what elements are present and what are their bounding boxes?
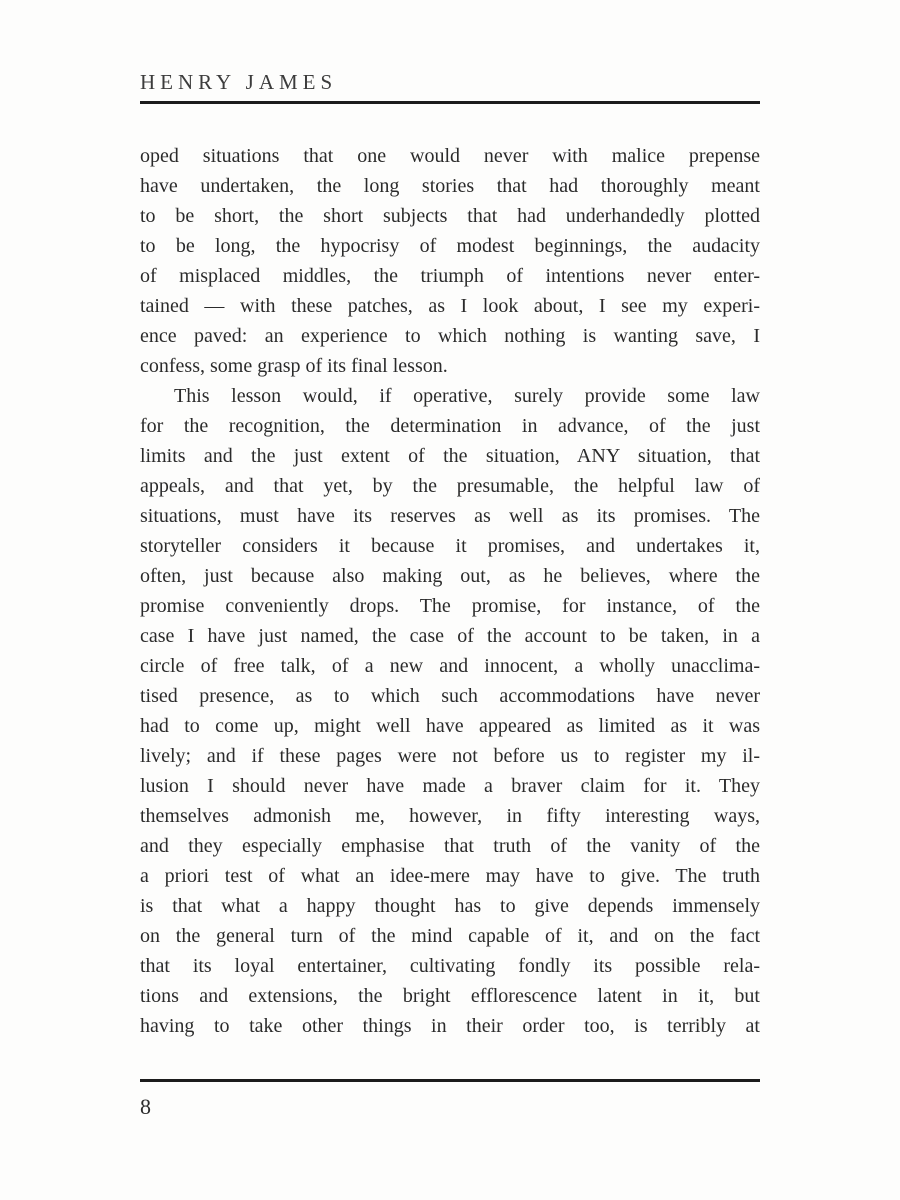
text-line: tained — with these patches, as I look about, I see my experi- bbox=[140, 295, 760, 317]
text-line: This lesson would, if operative, surely provide some law bbox=[174, 385, 760, 407]
text-line: limits and the just extent of the situation, ANY situation, that bbox=[140, 445, 760, 467]
footer-rule bbox=[140, 1079, 760, 1082]
text-line: often, just because also making out, as he believes, where the bbox=[140, 565, 760, 587]
text-line: lively; and if these pages were not before us to register my il- bbox=[140, 745, 760, 767]
text-line: that its loyal entertainer, cultivating fondly its possible rela- bbox=[140, 955, 760, 977]
text-line: to be long, the hypocrisy of modest beginnings, the audacity bbox=[140, 235, 760, 257]
text-line: appeals, and that yet, by the presumable, the helpful law of bbox=[140, 475, 760, 497]
text-line: tised presence, as to which such accommodations have never bbox=[140, 685, 760, 707]
text-line: storyteller considers it because it promises, and undertakes it, bbox=[140, 535, 760, 557]
text-line: oped situations that one would never with malice prepense bbox=[140, 145, 760, 167]
body-text bbox=[140, 141, 760, 1041]
text-line: promise conveniently drops. The promise, for instance, of the bbox=[140, 595, 760, 617]
text-line: tions and extensions, the bright efflorescence latent in it, but bbox=[140, 985, 760, 1007]
text-line: to be short, the short subjects that had underhandedly plotted bbox=[140, 205, 760, 227]
text-line: case I have just named, the case of the account to be taken, in a bbox=[140, 625, 760, 647]
text-line: ence paved: an experience to which nothing is wanting save, I bbox=[140, 325, 760, 347]
header-rule bbox=[140, 101, 760, 104]
text-line: and they especially emphasise that truth of the vanity of the bbox=[140, 835, 760, 857]
page-footer bbox=[140, 1079, 760, 1120]
text-line: a priori test of what an idee-mere may have to give. The truth bbox=[140, 865, 760, 887]
text-line: is that what a happy thought has to give depends immensely bbox=[140, 895, 760, 917]
running-header-author: HENRY JAMES bbox=[140, 70, 338, 94]
text-line: on the general turn of the mind capable of it, and on the fact bbox=[140, 925, 760, 947]
text-line: for the recognition, the determination in advance, of the just bbox=[140, 415, 760, 437]
text-line: having to take other things in their order too, is terribly at bbox=[140, 1015, 760, 1037]
paragraph bbox=[140, 381, 760, 1041]
page-number: 8 bbox=[140, 1094, 151, 1119]
text-line: situations, must have its reserves as well as its promises. The bbox=[140, 505, 760, 527]
text-line: have undertaken, the long stories that had thoroughly meant bbox=[140, 175, 760, 197]
text-line: circle of free talk, of a new and innocent, a wholly unacclima- bbox=[140, 655, 760, 677]
text-line: of misplaced middles, the triumph of intentions never enter- bbox=[140, 265, 760, 287]
paragraph bbox=[140, 141, 760, 381]
text-line: had to come up, might well have appeared as limited as it was bbox=[140, 715, 760, 737]
text-line: confess, some grasp of its final lesson. bbox=[140, 355, 448, 377]
running-header bbox=[140, 70, 760, 104]
text-line: themselves admonish me, however, in fifty interesting ways, bbox=[140, 805, 760, 827]
text-line: lusion I should never have made a braver claim for it. They bbox=[140, 775, 760, 797]
